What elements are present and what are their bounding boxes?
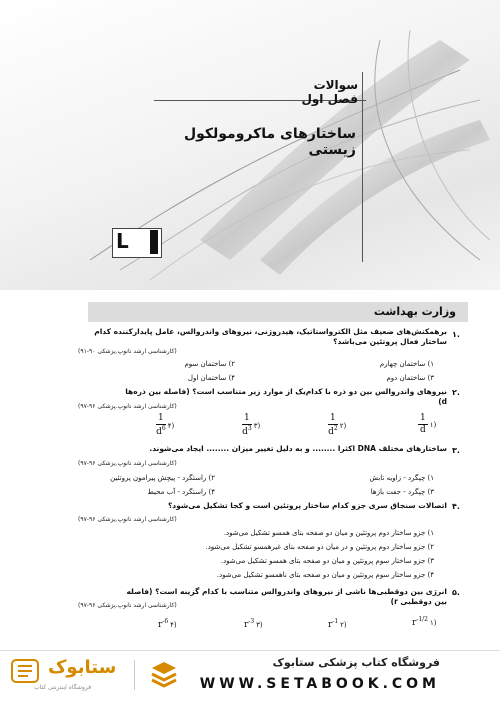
- question-2-number: ۲.: [452, 388, 460, 397]
- book-stack-icon: [150, 660, 178, 690]
- store-name: فروشگاه کتاب پزشکی ستابوک: [272, 656, 440, 669]
- question-2-option-1-label: ۱): [429, 420, 437, 429]
- chapter-rule-vertical: [362, 72, 363, 262]
- question-5-option-3[interactable]: $r^{-3}$ ۳): [244, 618, 263, 630]
- question-5-option-4[interactable]: $r^{-6}$ ۴): [158, 618, 177, 630]
- question-1-option-2[interactable]: ۲) ساختمان سوم: [184, 360, 235, 368]
- question-5-option-2-label: ۲): [340, 620, 347, 629]
- section-header: [88, 302, 468, 322]
- question-3-option-1[interactable]: ۱) چپگرد - زاویه تابش: [369, 474, 434, 482]
- question-4-option-3[interactable]: ۳) جزو ساختار سوم پروتئین و میان دو صفحه بتای همسو تشکیل می‌شود.: [220, 557, 434, 565]
- question-5-option-2[interactable]: $r^{-1}$ ۲): [328, 618, 347, 630]
- question-3-option-3[interactable]: ۳) چپگرد - جفت بازها: [370, 488, 434, 496]
- question-4-text: اتصالات سنجاق سری جزو کدام ساختار پروتئین است و کجا تشکیل می‌شود؟: [167, 501, 447, 510]
- question-1-source: (کارشناسی ارشد نانوپ.پزشکی ۹۰-۹۱): [78, 348, 177, 355]
- question-4-number: ۴.: [452, 502, 460, 511]
- question-5-option-1[interactable]: $r^{-1/2}$ ۱): [412, 616, 437, 628]
- chapter-label: سوالات فصل اول: [301, 78, 358, 106]
- question-2-option-3[interactable]: $\frac{1}{d^3}$ ۳): [242, 413, 261, 437]
- question-2-option-2-label: ۲): [339, 421, 347, 430]
- question-1-number: ۱.: [452, 330, 460, 339]
- question-3-option-4[interactable]: ۴) راستگرد - آب محیط: [147, 488, 215, 496]
- chapter-logo-letter: L: [116, 229, 129, 253]
- question-4-option-4[interactable]: ۴) جزو ساختار سوم پروتئین و میان دو صفحه بتای ناهمسو تشکیل می‌شود.: [216, 571, 434, 579]
- question-1-option-3[interactable]: ۳) ساختمان دوم: [386, 374, 434, 382]
- section-title: وزارت بهداشت: [373, 305, 456, 318]
- question-3-number: ۳.: [452, 446, 460, 455]
- question-2-option-1[interactable]: $\frac{1}{d}$ ۱): [419, 413, 437, 435]
- footer-divider: [134, 660, 135, 690]
- question-3-option-2[interactable]: ۲) راستگرد - پیچش پیرامون پروتئین: [110, 474, 215, 482]
- question-4-option-2[interactable]: ۲) جزو ساختار دوم پروتئین و در میان دو صفحه بتای غیرهمسو تشکیل می‌شود.: [205, 543, 434, 551]
- question-5-option-4-label: ۴): [170, 620, 177, 629]
- chapter-title: ساختارهای ماکرومولکول زیستی: [183, 126, 356, 158]
- chapter-logo-bar: [150, 230, 158, 254]
- question-5-number: ۵.: [452, 588, 460, 597]
- question-2-option-4-label: ۴): [167, 421, 175, 430]
- brand-tagline: فروشگاه اینترنتی کتاب: [34, 684, 92, 691]
- question-2-option-2[interactable]: $\frac{1}{d^2}$ ۲): [328, 413, 347, 437]
- question-5-option-3-label: ۳): [256, 620, 263, 629]
- question-1-option-4[interactable]: ۴) ساختمان اول: [187, 374, 235, 382]
- question-3-source: (کارشناسی ارشد نانوپ.پزشکی ۹۶-۹۷): [78, 460, 177, 467]
- question-2-text: نیروهای واندروالس بین دو ذره با کدام‌یک از موارد زیر متناسب است؟ (فاصله بین ذره‌ها d): [125, 387, 447, 407]
- question-3-text: ساختارهای مختلف DNA اکثرا ........ و به دلیل تغییر میزان ........ ایجاد می‌شوند.: [149, 444, 447, 453]
- question-4-option-1[interactable]: ۱) جزو ساختار دوم پروتئین و میان دو صفحه بتای همسو تشکیل می‌شود.: [223, 529, 434, 537]
- question-4-source: (کارشناسی ارشد نانوپ.پزشکی ۹۶-۹۷): [78, 516, 177, 523]
- question-5-option-1-label: ۱): [430, 618, 437, 627]
- brand-name: ستابوک: [48, 657, 117, 678]
- store-url-link[interactable]: WWW.SETABOOK.COM: [199, 676, 440, 692]
- question-2-option-4[interactable]: $\frac{1}{d^6}$ ۴): [156, 413, 175, 437]
- question-1-text: برهمکنش‌های ضعیف مثل الکترواستاتیک، هیدروژنی، نیروهای واندروالس، عامل پایدارکننده کدام ساختار فعال پروتئین می‌باشد؟: [94, 327, 447, 347]
- question-5-text: انرژی بین دوقطبی‌ها ناشی از نیروهای واندروالس متناسب با کدام گزینه است؟ (فاصله بین دوقطبی r): [126, 587, 447, 607]
- question-2-source: (کارشناسی ارشد نانوپ.پزشکی ۹۶-۹۷): [78, 403, 177, 410]
- question-2-option-3-label: ۳): [253, 421, 261, 430]
- question-1-option-1[interactable]: ۱) ساختمان چهارم: [379, 360, 434, 368]
- question-5-source: (کارشناسی ارشد نانوپ.پزشکی ۹۶-۹۷): [78, 602, 177, 609]
